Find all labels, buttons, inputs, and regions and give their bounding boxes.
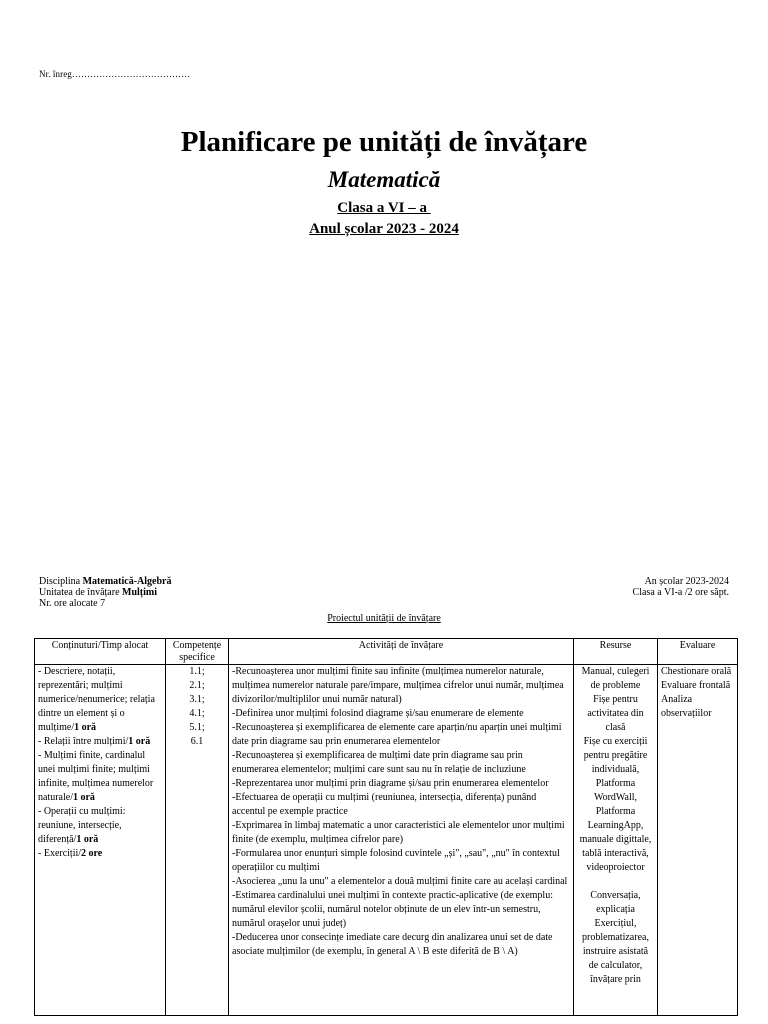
meta-class-hours: Clasa a VI-a /2 ore săpt. (632, 587, 729, 598)
activity-item: -Deducerea unor consecințe imediate care decurg din analizarea unui set de date asociate mulțimilor (de exemplu, în general A \ B este diferită de B \ A) (232, 932, 553, 957)
header-resources: Resurse (574, 639, 658, 665)
activity-item: -Reprezentarea unor mulțimi prin diagrame și/sau prin enumerarea elementelor (232, 778, 549, 789)
activity-item: -Definirea unor mulțimi folosind diagrame și/sau enumerare de elemente (232, 708, 524, 719)
competence-item: 6.1 (190, 736, 204, 747)
subject-title: Matematică (327, 167, 441, 192)
content-item: - Operații cu mulțimi: reuniune, intersecție, diferență/1 oră (38, 806, 126, 845)
activity-item: -Recunoașterea și exemplificarea de elemente care aparțin/nu aparțin unei mulțimi date prin diagrame sau prin enumerarea elementelor (232, 722, 562, 747)
content-item: - Mulțimi finite, cardinalul unei mulțimi finite; mulțimi infinite, mulțimea numerelor naturale/1 oră (38, 750, 154, 803)
resource-item: Platforma WordWall, (593, 778, 638, 803)
content-cell (35, 665, 166, 1016)
resource-item: Fișe pentru activitatea din clasă (587, 694, 644, 733)
evaluation-item: Chestionare orală (661, 666, 732, 677)
activity-item: -Estimarea cardinalului unei mulțimi în contexte practic-aplicative (de exemplu: numărul elevilor școlii, numărul notelor obținute de un elev într-un semestru, numărul orașelor unui județ) (232, 890, 553, 929)
meta-discipline: Disciplina Matematică-Algebră (39, 576, 172, 587)
competence-item: 4.1; (189, 708, 205, 719)
competences-cell (166, 665, 229, 1016)
method-item: Exercițiul, problematizarea, instruire asistată de calculator, învățare prin (582, 918, 649, 985)
class-title: Clasa a VI – a (337, 200, 431, 216)
resource-item: Fișe cu exerciții pentru pregătire individuală, (583, 736, 648, 775)
evaluation-item: Evaluare frontală (661, 680, 731, 691)
meta-school-year: An școlar 2023-2024 (644, 576, 729, 587)
competence-item: 3.1; (189, 694, 205, 705)
resources-cell (574, 665, 658, 1016)
school-year-title: Anul școlar 2023 - 2024 (309, 221, 459, 237)
content-item: - Relații între mulțimi/1 oră (38, 736, 151, 747)
table-row (35, 665, 738, 1016)
competence-item: 1.1; (189, 666, 205, 677)
evaluation-cell (658, 665, 738, 1016)
competence-item: 2.1; (189, 680, 205, 691)
resource-item: Manual, culegeri de probleme (581, 666, 650, 691)
activity-item: -Recunoașterea și exemplificarea de mulțimi date prin diagrame sau prin enumerarea elementelor; mulțimi care sunt sau nu în relație de incluziune (232, 750, 526, 775)
planning-table (34, 638, 738, 1016)
activities-cell (229, 665, 574, 1016)
competence-item: 5.1; (189, 722, 205, 733)
meta-right-block (633, 576, 729, 598)
meta-unit: Unitatea de învățare Mulțimi (39, 587, 158, 598)
meta-left-block (39, 576, 171, 609)
activity-item: -Asocierea „unu la unu" a elementelor a două mulțimi finite care au același cardinal (232, 876, 568, 887)
resource-spacer (577, 875, 654, 889)
registration-number: Nr. înreg………………………………… (39, 69, 191, 79)
meta-hours: Nr. ore alocate 7 (39, 598, 106, 609)
header-evaluation: Evaluare (658, 639, 738, 665)
content-item: - Descriere, notații, reprezentări; mulțimi numerice/nenumerice; relația dintre un element și o mulțime/1 oră (38, 666, 155, 733)
method-item: Conversația, explicația (590, 890, 641, 915)
activity-item: -Recunoașterea unor mulțimi finite sau infinite (mulțimea numerelor naturale, mulțimea numerelor naturale pare/impare, mulțimea cifrelor unui număr, mulțimea divizorilor/multiplilor unui număr natural) (232, 666, 564, 705)
page-title: Planificare pe unități de învățare (180, 126, 588, 158)
activity-item: -Formularea unor enunțuri simple folosind cuvintele „și", „sau", „nu" în contextul operațiilor cu mulțimi (232, 848, 560, 873)
evaluation-item: Analiza observațiilor (661, 694, 712, 719)
resource-item: manuale digittale, tablă interactivă, videoproiector (579, 834, 652, 873)
content-item: - Exerciții/2 ore (38, 848, 103, 859)
header-competences: Competențe specifice (166, 639, 229, 665)
activity-item: -Exprimarea în limbaj matematic a unor caracteristici ale elementelor unor mulțimi finite (de exemplu, mulțimea cifrelor pare) (232, 820, 565, 845)
header-content: Conținuturi/Timp alocat (35, 639, 166, 665)
project-title: Proiectul unității de învățare (327, 613, 441, 624)
resource-item: Platforma LearningApp, (587, 806, 644, 831)
header-activities: Activități de învățare (229, 639, 574, 665)
activity-item: -Efectuarea de operații cu mulțimi (reuniunea, intersecția, diferența) punând accentul pe exemple practice (232, 792, 537, 817)
table-header-row (35, 639, 738, 665)
